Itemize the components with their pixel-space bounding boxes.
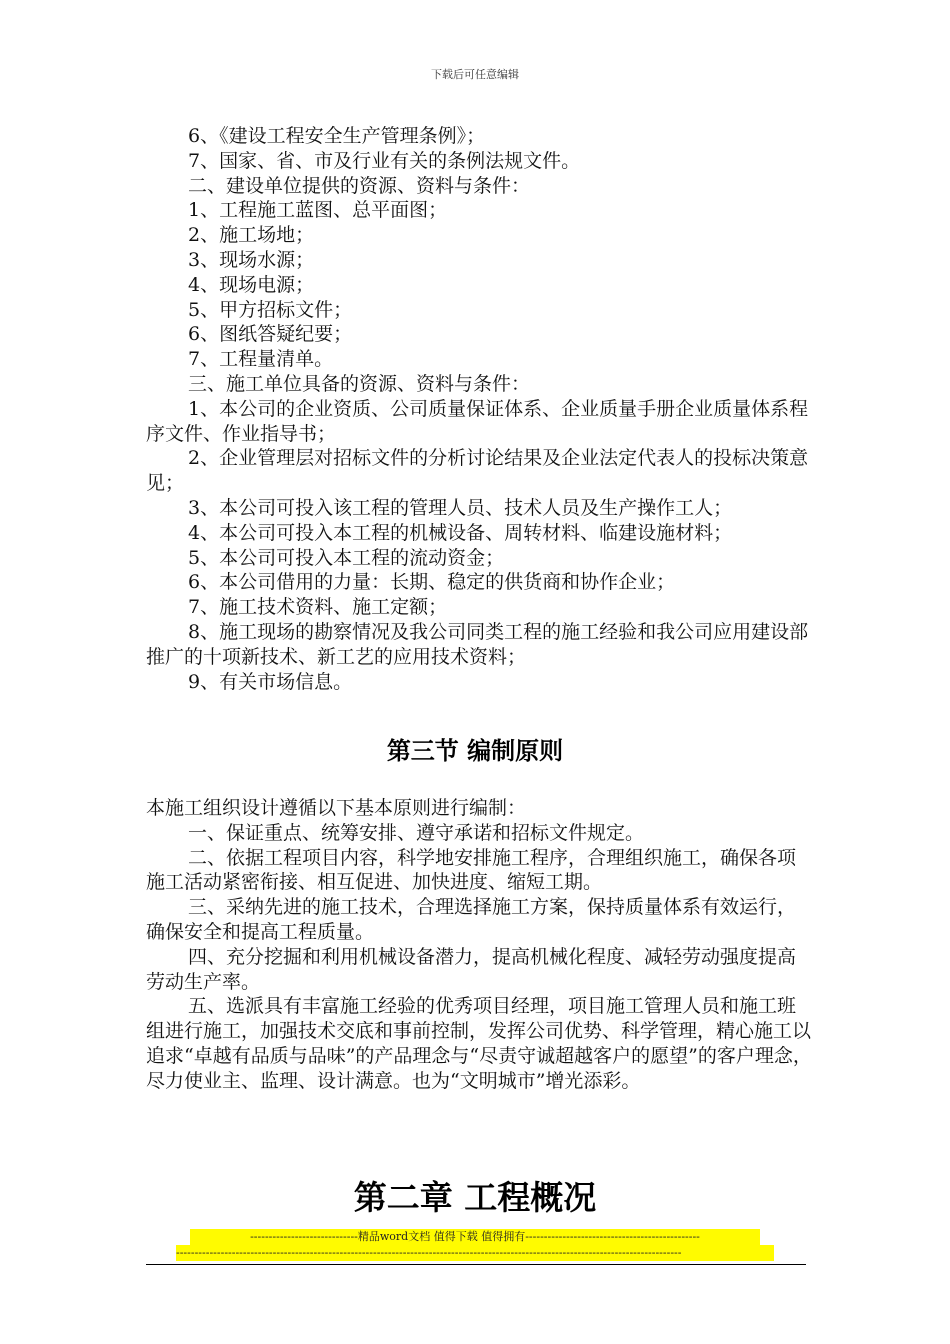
list-line: 1、本公司的企业资质、公司质量保证体系、企业质量手册企业质量体系程序文件、作业指导书； bbox=[146, 397, 809, 445]
list-heading: 二、建设单位提供的资源、资料与条件： bbox=[188, 174, 531, 197]
list-line: 9、有关市场信息。 bbox=[188, 670, 353, 693]
principles-intro: 本施工组织设计遵循以下基本原则进行编制： bbox=[146, 797, 527, 819]
principle-item: 二、依据工程项目内容，科学地安排施工程序，合理组织施工，确保各项施工活动紧密衔接、相互促进、加快进度、缩短工期。 bbox=[146, 846, 797, 894]
list-line: 4、现场电源； bbox=[188, 273, 315, 296]
footer-dash-line: ---------------------------------------------------------------------------------------------------------------------------------------- bbox=[176, 1245, 774, 1261]
list-line: 5、本公司可投入本工程的流动资金； bbox=[188, 546, 505, 569]
list-line: 7、施工技术资料、施工定额； bbox=[188, 596, 448, 619]
list-line: 1、工程施工蓝图、总平面图； bbox=[188, 199, 448, 222]
list-line: 8、施工现场的勘察情况及我公司同类工程的施工经验和我公司应用建设部推广的十项新技术、新工艺的应用技术资料； bbox=[146, 620, 809, 668]
list-line: 7、工程量清单。 bbox=[188, 348, 334, 371]
principle-item: 三、采纳先进的施工技术，合理选择施工方案，保持质量体系有效运行，确保安全和提高工程质量。 bbox=[146, 896, 797, 943]
chapter-heading: 第二章 工程概况 bbox=[353, 1178, 597, 1217]
principle-item: 四、充分挖掘和利用机械设备潜力，提高机械化程度、减轻劳动强度提高劳动生产率。 bbox=[146, 945, 797, 993]
list-line: 6、本公司借用的力量：长期、稳定的供货商和协作企业； bbox=[188, 571, 676, 594]
list-line: 6、《建设工程安全生产管理条例》； bbox=[188, 125, 486, 147]
list-line: 2、施工场地； bbox=[188, 224, 315, 247]
principle-item: 一、保证重点、统筹安排、遵守承诺和招标文件规定。 bbox=[188, 821, 645, 844]
list-line: 3、现场水源； bbox=[188, 248, 315, 271]
principles-section bbox=[146, 796, 812, 1094]
list-line: 6、图纸答疑纪要； bbox=[188, 323, 353, 346]
footer-promo-line: -----------------------------精品word文档 值得下载 值得拥有----------------------------------------------- bbox=[190, 1229, 760, 1245]
list-line: 5、甲方招标文件； bbox=[188, 298, 353, 321]
section-heading: 第三节 编制原则 bbox=[386, 737, 564, 765]
list-heading: 三、施工单位具备的资源、资料与条件： bbox=[188, 372, 531, 395]
resource-list bbox=[146, 124, 812, 694]
list-line: 7、国家、省、市及行业有关的条例法规文件。 bbox=[188, 149, 581, 172]
list-line: 4、本公司可投入本工程的机械设备、周转材料、临建设施材料； bbox=[188, 521, 733, 544]
page-header: 下载后可任意编辑 bbox=[431, 68, 519, 81]
list-line: 3、本公司可投入该工程的管理人员、技术人员及生产操作工人； bbox=[188, 496, 733, 519]
footer-rule bbox=[146, 1264, 806, 1265]
list-line: 2、企业管理层对招标文件的分析讨论结果及企业法定代表人的投标决策意见； bbox=[146, 447, 809, 495]
principle-item: 五、选派具有丰富施工经验的优秀项目经理，项目施工管理人员和施工班组进行施工，加强技术交底和事前控制，发挥公司优势、科学管理，精心施工以追求“卓越有品质与品味”的产品理念与“尽责守诚超越客户的愿望”的客户理念，尽力使业主、监理、设计满意。也为“文明城市”增光添彩。 bbox=[146, 995, 812, 1092]
